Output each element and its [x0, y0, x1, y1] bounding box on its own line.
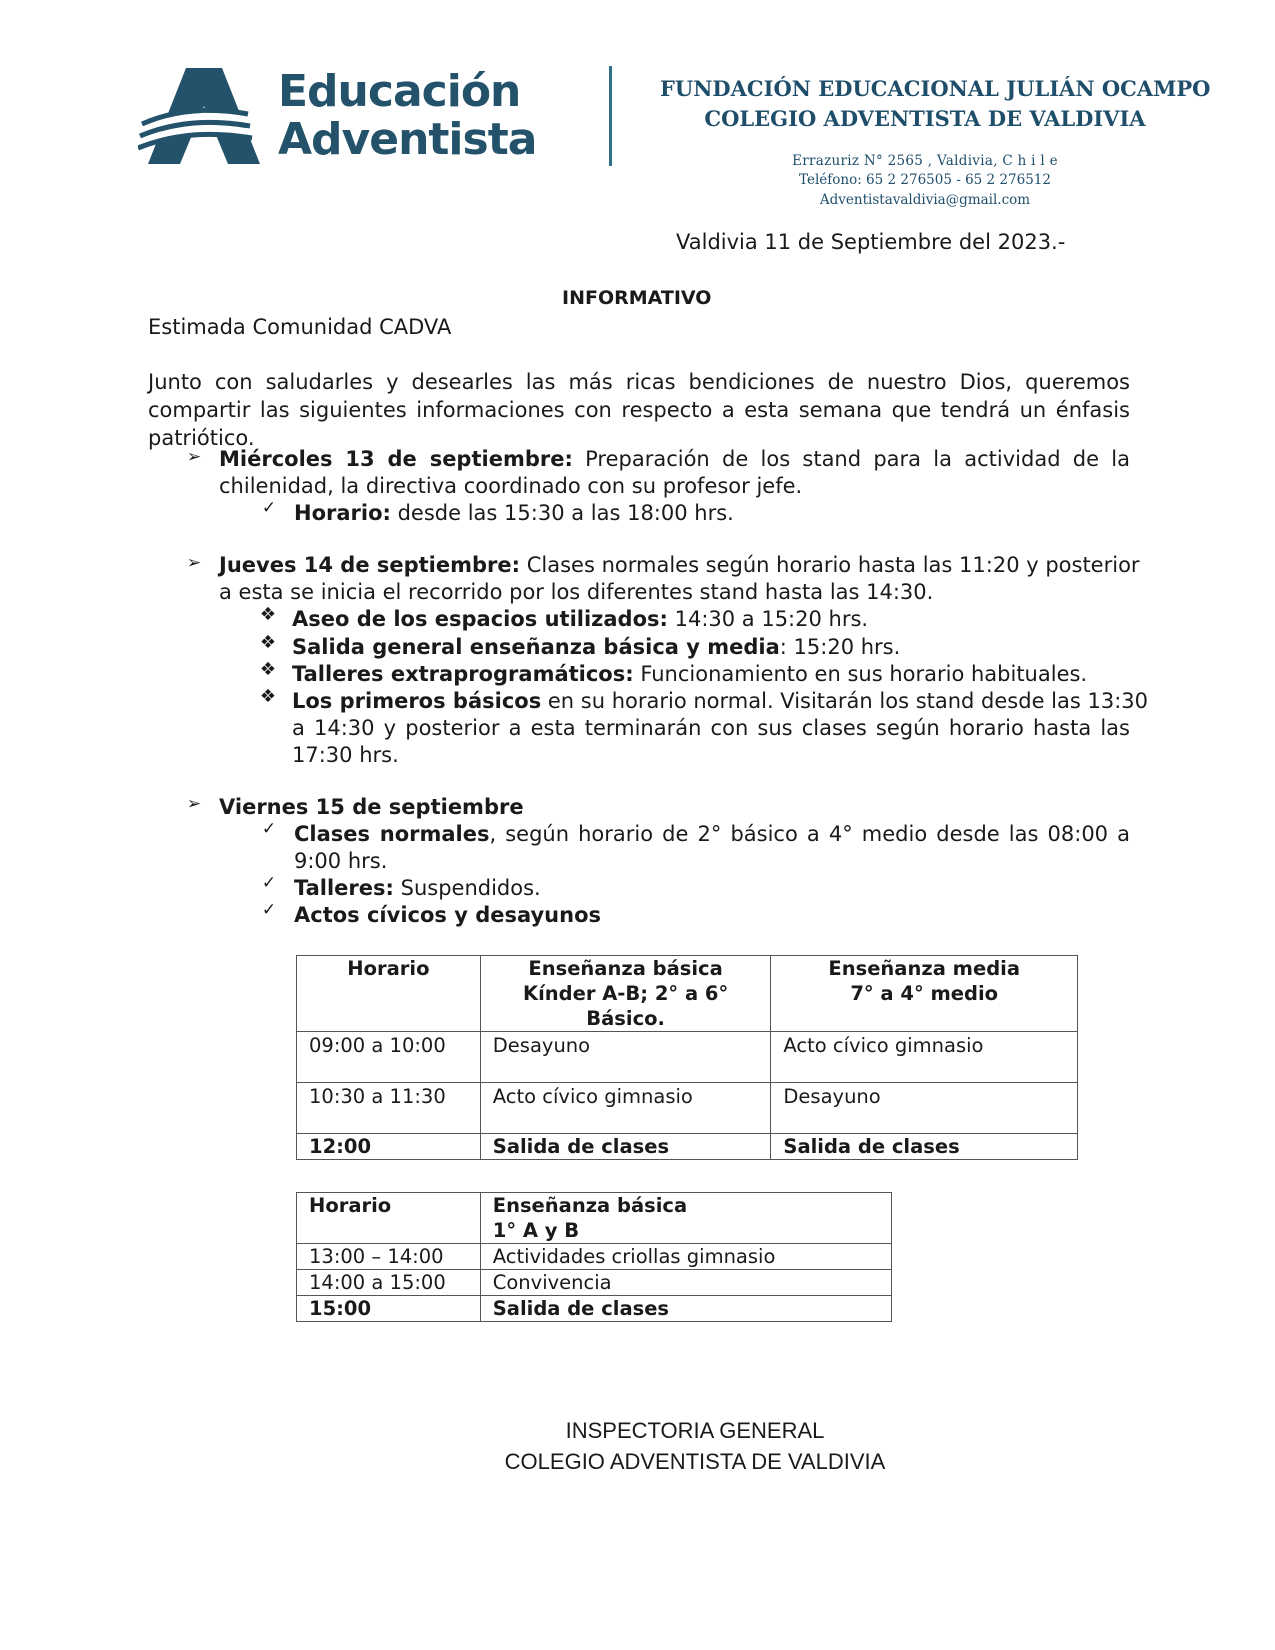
- school-name: COLEGIO ADVENTISTA DE VALDIVIA: [704, 106, 1146, 131]
- check-bullet-icon: ✓: [261, 498, 277, 518]
- wednesday-schedule: [294, 499, 734, 527]
- intro-line: patriótico.: [148, 426, 255, 450]
- arrow-bullet-icon: ➢: [186, 447, 202, 467]
- logo: [138, 62, 728, 172]
- signature-office: INSPECTORIA GENERAL: [565, 1418, 825, 1443]
- header-subtext: 7° a 4° medio: [850, 982, 999, 1005]
- header-text: Enseñanza básica: [492, 1194, 688, 1217]
- table-cell: Convivencia: [480, 1270, 891, 1296]
- friday-item-line2: 9:00 hrs.: [294, 849, 388, 873]
- table-header-row: [297, 1193, 892, 1244]
- item-label: Clases normales: [294, 822, 490, 846]
- thursday-item: [292, 687, 1149, 715]
- logo-a-mark-icon: [138, 66, 262, 166]
- date-line: Valdivia 11 de Septiembre del 2023.-: [676, 230, 1066, 254]
- schedule-text: desde las 15:30 a las 18:00 hrs.: [390, 501, 734, 525]
- phone: Teléfono: 65 2 276505 - 65 2 276512: [799, 172, 1051, 188]
- table-row: [297, 1244, 892, 1270]
- arrow-bullet-icon: ➢: [186, 553, 202, 573]
- table-header: [297, 956, 481, 1032]
- diamond-bullet-icon: ❖: [259, 659, 277, 680]
- table-cell: 10:30 a 11:30: [297, 1083, 481, 1134]
- item-label: Talleres:: [294, 876, 394, 900]
- intro-line: compartir las siguientes informaciones con respecto a esta semana que tendrá un énfasis: [148, 398, 1130, 422]
- item-text: 14:30 a 15:20 hrs.: [667, 607, 869, 631]
- table-header: [771, 956, 1078, 1032]
- wednesday-text: Preparación de los stand para la actividad de la: [572, 447, 1130, 471]
- item-text: en su horario normal. Visitarán los stand desde las 13:30: [541, 689, 1149, 713]
- intro-paragraph: [148, 368, 1130, 452]
- table-cell: Actividades criollas gimnasio: [480, 1244, 891, 1270]
- item-label: Salida general enseñanza básica y media: [292, 635, 780, 659]
- table-cell: Acto cívico gimnasio: [771, 1032, 1078, 1083]
- header-subtext: Kínder A-B; 2° a 6° Básico.: [522, 982, 729, 1030]
- email: Adventistavaldivia@gmail.com: [819, 192, 1031, 208]
- table-header: [480, 1193, 891, 1244]
- item-label: Aseo de los espacios utilizados:: [292, 607, 668, 631]
- header-text: Enseñanza media: [828, 957, 1020, 980]
- table-header: [480, 956, 771, 1032]
- friday-label: [219, 793, 524, 821]
- header-text: Horario: [347, 957, 430, 980]
- table-row: [297, 1270, 892, 1296]
- header-subtext: 1° A y B: [492, 1219, 580, 1242]
- header-text: Enseñanza básica: [528, 957, 723, 980]
- check-bullet-icon: ✓: [261, 873, 277, 893]
- thursday-item-line2: a 14:30 y posterior a esta terminarán con sus clases según horario hasta las: [292, 716, 1130, 740]
- item-text: Funcionamiento en sus horario habituales.: [633, 662, 1088, 686]
- table-row: [297, 1032, 1078, 1083]
- table-header-row: [297, 956, 1078, 1032]
- item-text: , según horario de 2° básico a 4° medio desde las 08:00 a: [489, 822, 1130, 846]
- thursday-line2: a esta se inicia el recorrido por los diferentes stand hasta las 14:30.: [219, 580, 934, 604]
- table-row: [297, 1296, 892, 1322]
- arrow-bullet-icon: ➢: [186, 794, 202, 814]
- table-row: [297, 1134, 1078, 1160]
- header-text: Horario: [309, 1194, 392, 1217]
- check-bullet-icon: ✓: [261, 900, 277, 920]
- signature-school: COLEGIO ADVENTISTA DE VALDIVIA: [504, 1449, 886, 1474]
- intro-line: Junto con saludarles y desearles las más ricas bendiciones de nuestro Dios, queremos: [148, 370, 1130, 394]
- thursday-item: [292, 605, 868, 633]
- wednesday-line2: chilenidad, la directiva coordinado con su profesor jefe.: [219, 474, 803, 498]
- thursday-item: [292, 633, 900, 661]
- friday-item: [294, 820, 1130, 848]
- diamond-bullet-icon: ❖: [259, 686, 277, 707]
- friday-item: [294, 874, 541, 902]
- thursday-item: [292, 660, 1087, 688]
- table-cell: 15:00: [297, 1296, 481, 1322]
- item-text: : 15:20 hrs.: [779, 635, 901, 659]
- table-cell: 12:00: [297, 1134, 481, 1160]
- table-row: [297, 1083, 1078, 1134]
- greeting: Estimada Comunidad CADVA: [148, 315, 452, 339]
- table-cell: Desayuno: [480, 1032, 771, 1083]
- document-title: INFORMATIVO: [562, 287, 712, 309]
- item-label: Actos cívicos y desayunos: [294, 903, 602, 927]
- table-cell: Salida de clases: [771, 1134, 1078, 1160]
- table-cell: Desayuno: [771, 1083, 1078, 1134]
- friday-item: [294, 901, 601, 929]
- address: Errazuriz N° 2565 , Valdivia, C h i l e: [792, 153, 1058, 169]
- logo-wordmark-line2: Adventista: [278, 114, 537, 165]
- wednesday-label: Miércoles 13 de septiembre:: [219, 447, 573, 471]
- logo-wordmark-line1: Educación: [278, 66, 521, 117]
- check-bullet-icon: ✓: [261, 819, 277, 839]
- item-label: Los primeros básicos: [292, 689, 542, 713]
- table-cell: 13:00 – 14:00: [297, 1244, 481, 1270]
- thursday-line1: [219, 551, 1140, 579]
- table-cell: 09:00 a 10:00: [297, 1032, 481, 1083]
- table-cell: Salida de clases: [480, 1296, 891, 1322]
- item-label: Talleres extraprogramáticos:: [292, 662, 634, 686]
- schedule-label: Horario:: [294, 501, 391, 525]
- wednesday-line1: [219, 445, 1130, 473]
- header-divider: [609, 66, 612, 166]
- table-header: [297, 1193, 481, 1244]
- thursday-label: Jueves 14 de septiembre:: [219, 553, 521, 577]
- thursday-text: Clases normales según horario hasta las 11:20 y posterior: [520, 553, 1140, 577]
- diamond-bullet-icon: ❖: [259, 632, 277, 653]
- schedule-table-general: [296, 955, 1078, 1160]
- table-cell: 14:00 a 15:00: [297, 1270, 481, 1296]
- friday-label-text: Viernes 15 de septiembre: [219, 795, 524, 819]
- diamond-bullet-icon: ❖: [259, 604, 277, 625]
- table-cell: Acto cívico gimnasio: [480, 1083, 771, 1134]
- schedule-table-first-grade: [296, 1192, 892, 1322]
- institution-name: FUNDACIÓN EDUCACIONAL JULIÁN OCAMPO: [660, 76, 1211, 101]
- table-cell: Salida de clases: [480, 1134, 771, 1160]
- thursday-item-line3: 17:30 hrs.: [292, 743, 399, 767]
- item-text: Suspendidos.: [393, 876, 541, 900]
